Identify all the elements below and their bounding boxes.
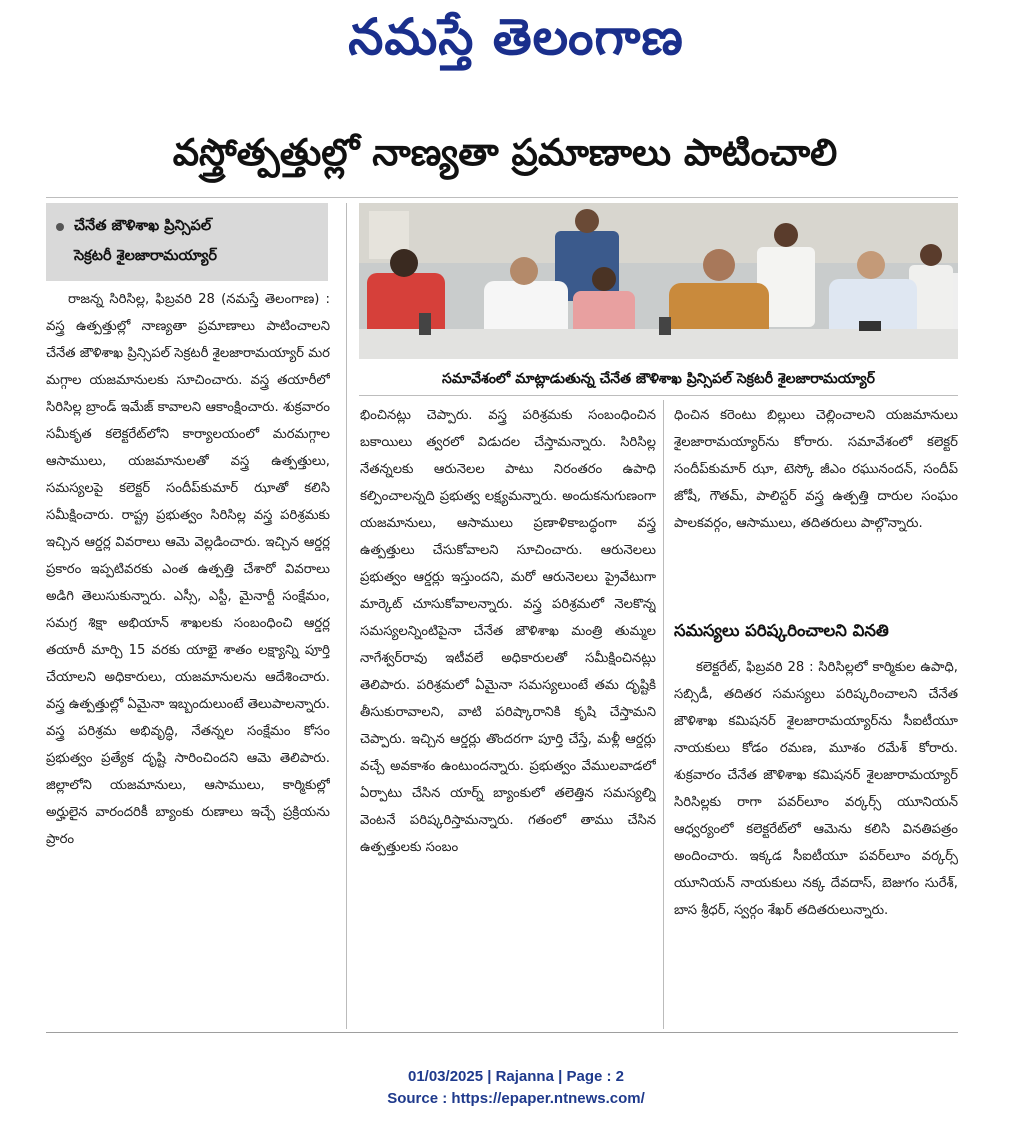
meeting-photo-illustration — [359, 203, 958, 359]
article-paragraph: రాజన్న సిరిసిల్ల, ఫిబ్రవరి 28 (నమస్తే తెలంగాణ) : వస్త్ర ఉత్పత్తుల్లో నాణ్యతా ప్రమాణాలు పాటించాలని చేనేత జౌళిశాఖ ప్రిన్సిపల్ సెక్రటరీ శైలజారామయ్యార్ మర మగ్గాల యజమానులకు సూచించారు. వస్త్ర తయారీలో సిరిసిల్ల బ్రాండ్ ఇమేజ్ కావాలని ఆకాంక్షించారు. శుక్రవారం సమీకృత కలెక్టరేట్‌లోని కార్యాలయంలో మరమగ్గాల ఆసాములు, యజమానులతో వస్త్ర ఉత్పత్తులు, సమస్యలపై కలెక్టర్ సందీప్‌కుమార్ ఝాతో కలిసి సమీక్షించారు. రాష్ట్ర ప్రభుత్వం సిరిసిల్ల వస్త్ర పరిశ్రమకు ఇచ్చిన ఆర్డర్ల వివరాలు ఆమె వెల్లడించారు. ఇచ్చిన ఆర్డర్ల ప్రకారం ఇప్పటివరకు ఎంత ఉత్పత్తి చేశారో వివరాలు అడిగి తెలుసుకున్నారు. ఎస్సీ, ఎస్టీ, మైనార్టీ సంక్షేమం, సమగ్ర శిక్షా అభియాన్ శాఖలకు సంబంధించి ఆర్డర్ల తయారీ మార్చి 15 వరకు యాభై శాతం లక్ష్యాన్ని పూర్తి చేయాలని అధికారులు, యజమానులను ఆదేశించారు. వస్త్ర ఉత్పత్తుల్లో ఏమైనా ఇబ్బందులుంటే తెలుపాలన్నారు. వస్త్ర పరిశ్రమ అభివృద్ధి, నేతన్నల సంక్షేమం కోసం ప్రభుత్వం ప్రత్యేక దృష్టి సారించిందని ఆమె తెలిపారు. జిల్లాలోని యజమానులు, ఆసాములు, కార్మికుల్లో అర్హులైన వారందరికీ బ్యాంకు రుణాలు ఇచ్చే ప్రక్రియను ప్రారం — [46, 292, 330, 847]
column-divider — [663, 400, 664, 1029]
article-paragraph: భించినట్లు చెప్పారు. వస్త్ర పరిశ్రమకు సంబంధించిన బకాయిలు త్వరలో విడుదల చేస్తామన్నారు. సిరిసిల్ల నేతన్నలకు ఆరునెలల పాటు నిరంతరం ఉపాధి కల్పించాలన్నది ప్రభుత్వ లక్ష్యమన్నారు. అందుకనుగుణంగా యజమానులు, ఆసాములు ప్రణాళికాబద్ధంగా వస్త్ర ఉత్పత్తులు చేసుకోవాలని సూచించారు. ఆరునెలలు ప్రభుత్వం ఆర్డర్లు ఇస్తుందని, మరో ఆరునెలలు ప్రైవేటుగా మార్కెట్ చూసుకోవాలన్నారు. వస్త్ర పరిశ్రమలో నెలకొన్న సమస్యలన్నింటిపైనా చేనేత జౌళిశాఖ మంత్రి తుమ్మల నాగేశ్వర్‌రావు ఇటీవలే అధికారులతో సమీక్షించినట్లు తెలిపారు. పరిశ్రమలో ఏమైనా సమస్యలుంటే తమ దృష్టికి తీసుకురావాలని, వాటి పరిష్కారానికి కృషి చేస్తామని చెప్పారు. ఇచ్చిన ఆర్డర్లు తొందరగా పూర్తి చేస్తే, మళ్లీ ఆర్డర్లు వచ్చే అవకాశం ఉంటుందన్నారు. ప్రభుత్వం వేములవాడలో ఏర్పాటు చేసిన యార్న్ బ్యాంకులో తలెత్తిన సమస్యల్ని వెంటనే పరిష్కరిస్తామన్నారు. గతంలో తాము చేసిన ఉత్పత్తులకు సంబం — [360, 408, 656, 855]
source-link[interactable]: Source : https://epaper.ntnews.com/ — [387, 1090, 645, 1107]
article-column-3-top — [674, 402, 958, 594]
kicker-line-1: చేనేత జౌళిశాఖ ప్రిన్సిపల్ — [74, 218, 212, 234]
article-paragraph: ధించిన కరెంటు బిల్లులు చెల్లించాలని యజమానులు శైలజారామయ్యార్‌ను కోరారు. సమావేశంలో కలెక్టర్ సందీప్‌కుమార్ ఝా, టెస్కో జీఎం రఘునందన్, సందీప్ జోషీ, గౌతమ్, పాలిస్టర్ వస్త్ర ఉత్పత్తి దారుల సంఘం పాలకవర్గం, ఆసాములు, తదితరులు పాల్గొన్నారు. — [674, 408, 958, 531]
footer-rule — [46, 1032, 958, 1033]
photo-caption: సమావేశంలో మాట్లాడుతున్న చేనేత జౌళిశాఖ ప్రిన్సిపల్ సెక్రటరీ శైలజారామయ్యార్ — [359, 363, 958, 396]
edition-info: 01/03/2025 | Rajanna | Page : 2 — [407, 1068, 624, 1085]
article-column-1 — [46, 286, 330, 1024]
article-headline: వస్త్రోత్పత్తుల్లో నాణ్యతా ప్రమాణాలు పాటించాలి — [172, 131, 838, 174]
article-kicker — [46, 203, 328, 281]
bullet-icon — [56, 223, 64, 231]
kicker-line-2: సెక్రటరీ శైలజారామయ్యార్ — [74, 248, 218, 264]
newspaper-masthead: నమస్తే తెలంగాణ — [348, 8, 684, 66]
sub-article-headline: సమస్యలు పరిష్కరించాలని వినతి — [674, 621, 889, 640]
article-column-3-bottom — [674, 654, 958, 1022]
column-divider — [346, 203, 347, 1029]
meeting-photo — [359, 203, 958, 359]
article-column-2 — [360, 402, 656, 1024]
article-paragraph: కలెక్టరేట్, ఫిబ్రవరి 28 : సిరిసిల్లలో కార్మికుల ఉపాధి, సబ్సిడీ, తదితర సమస్యలు పరిష్కరించాలని చేనేత జౌళిశాఖ కమిషనర్ శైలజారామయ్యార్‌ను సీఐటీయూ నాయకులు కోడం రమణ, మూశం రమేశ్ కోరారు. శుక్రవారం చేనేత జౌళిశాఖ కమిషనర్ శైలజారామయ్యార్ సిరిసిల్లకు రాగా పవర్‌లూం వర్కర్స్ యూనియన్ ఆధ్వర్యంలో కలెక్టరేట్‌లో ఆమెను కలిసి వినతిపత్రం అందించారు. ఇక్కడ సీఐటీయూ పవర్‌లూం వర్కర్స్ యూనియన్ నాయకులు నక్క దేవదాస్, బెజుగం సురేశ్, బాస శ్రీధర్, స్వర్గం శేఖర్ తదితరులున్నారు. — [674, 660, 958, 918]
headline-rule — [46, 197, 958, 198]
